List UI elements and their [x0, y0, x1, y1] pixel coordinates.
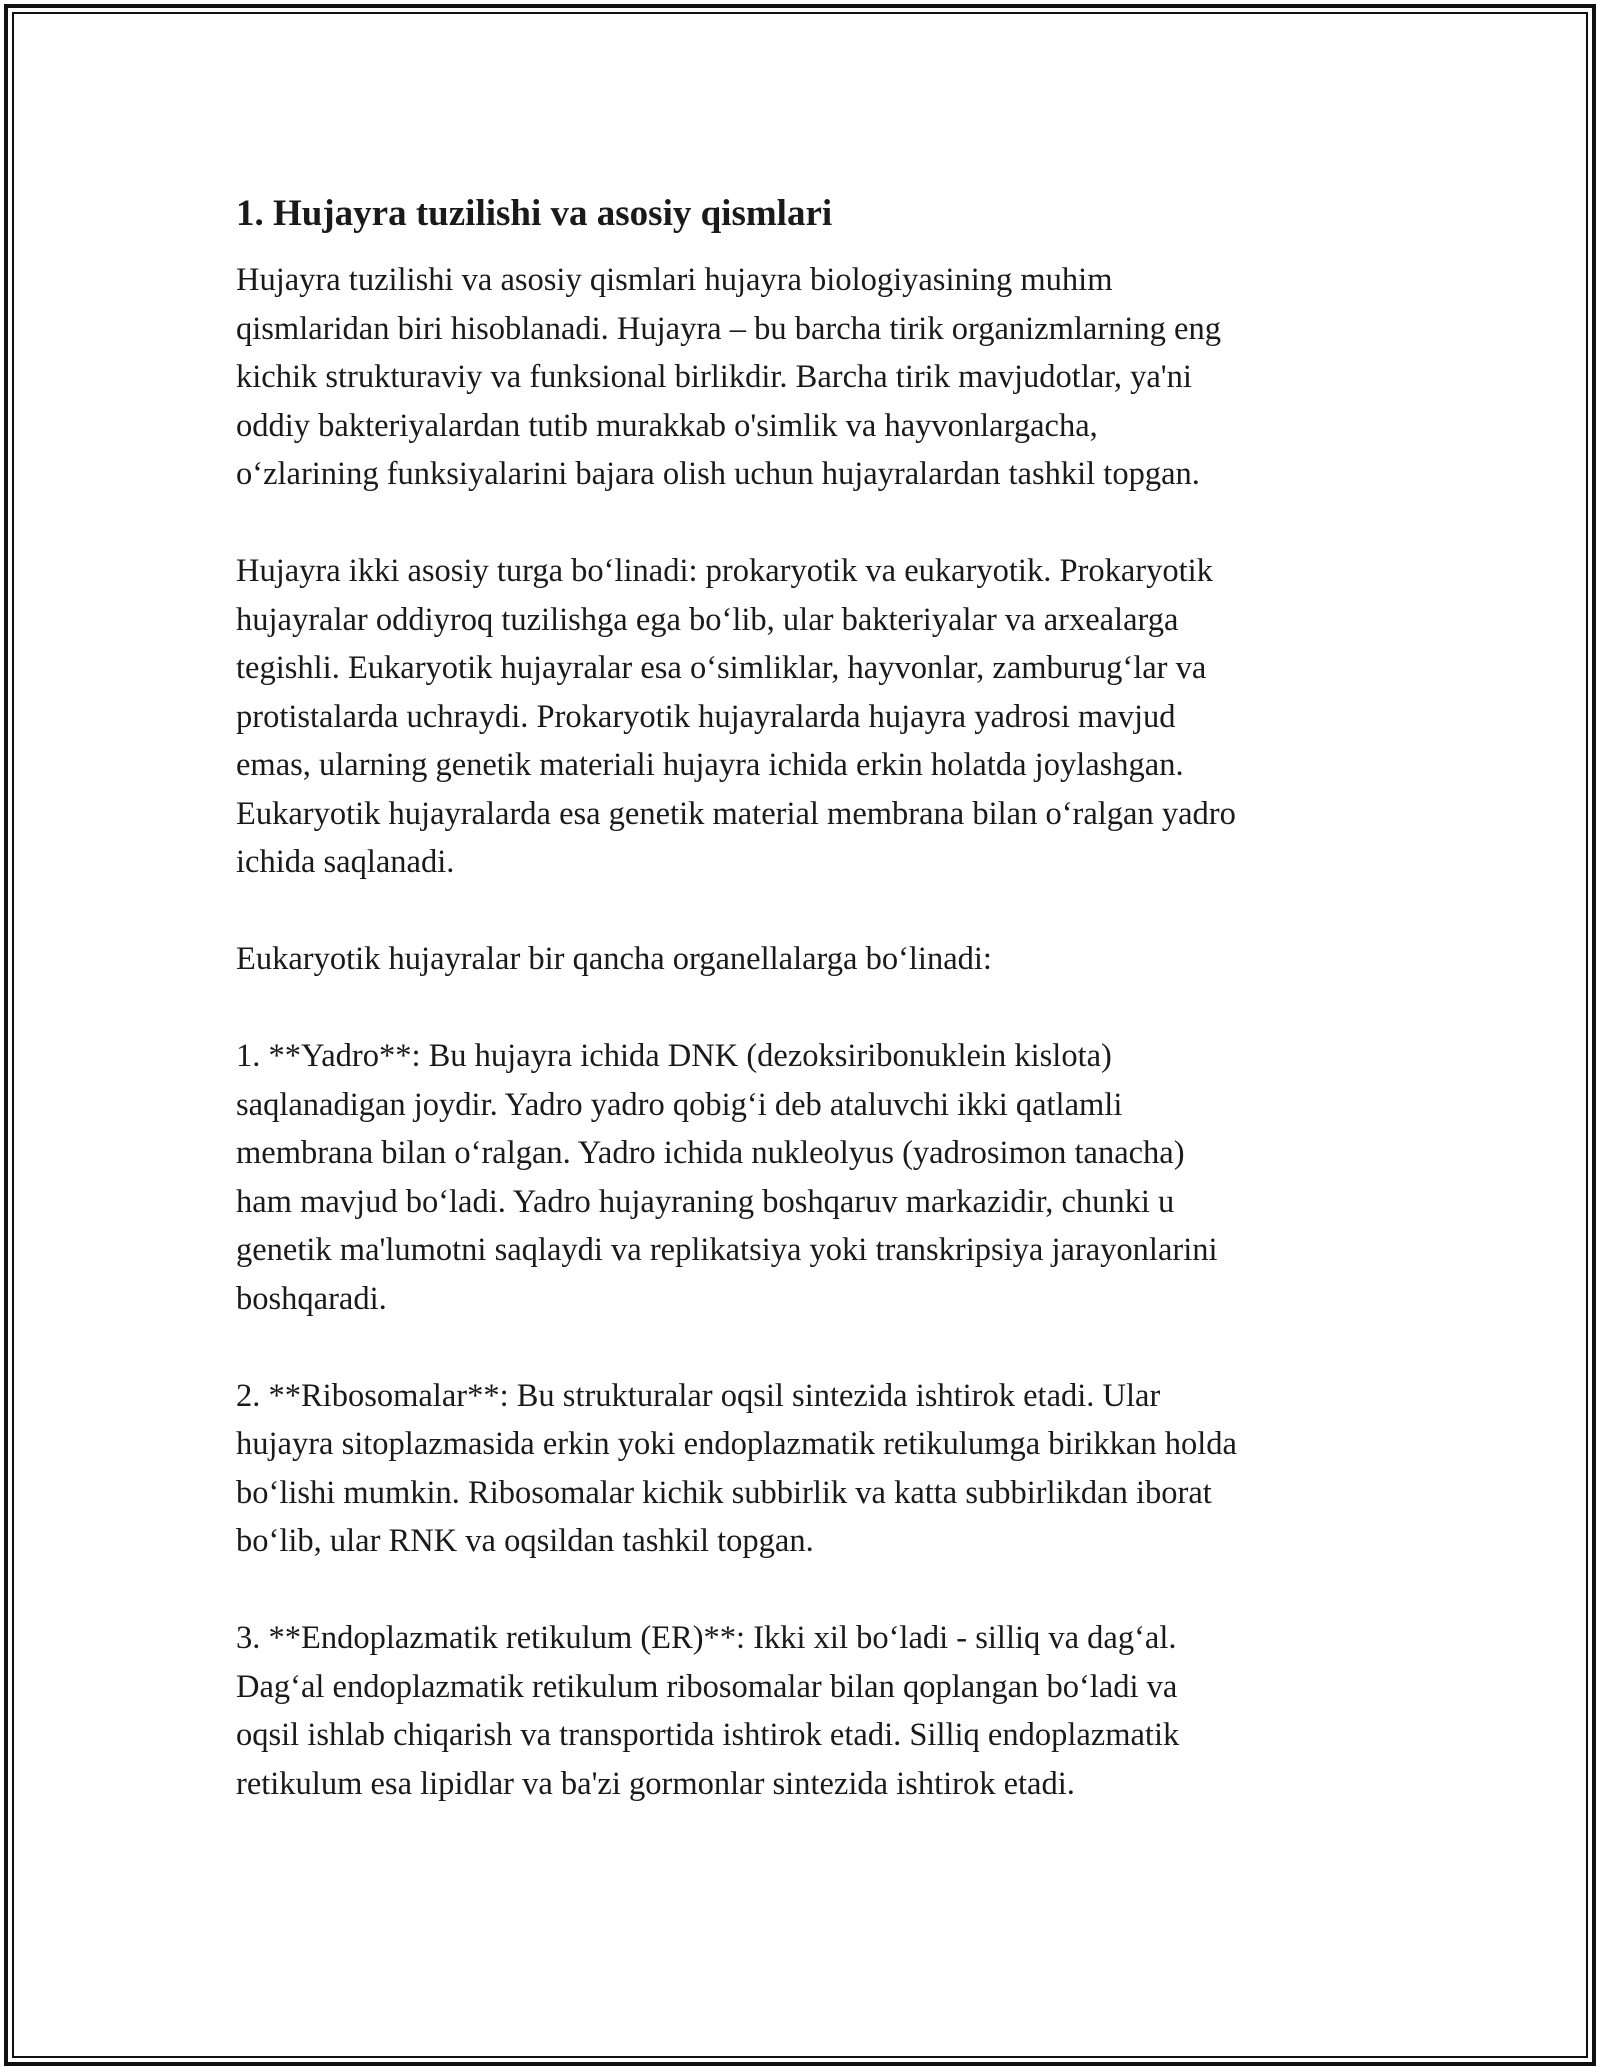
- cell-types-paragraph: Hujayra ikki asosiy turga bo‘linadi: prokaryotik va eukaryotik. Prokaryotik hujayralar oddiyroq tuzilishga ega bo‘lib, ular bakteriyalar va arxealarga tegishli. Eukaryotik hujayralar esa o‘simliklar, hayvonlar, zamburug‘lar va protistalarda uchraydi. Prokaryotik hujayralarda hujayra yadrosi mavjud emas, ularning genetik materiali hujayra ichida erkin holatda joylashgan. Eukaryotik hujayralarda esa genetik material membrana bilan o‘ralgan yadro ichida saqlanadi.: [236, 553, 1236, 880]
- list-item-endoplasmic-reticulum: 3. **Endoplazmatik retikulum (ER)**: Ikki xil bo‘ladi - silliq va dag‘al. Dag‘al endoplazmatik retikulum ribosomalar bilan qoplangan bo‘ladi va oqsil ishlab chiqarish va transportida ishtirok etadi. Silliq endoplazmatik retikulum esa lipidlar va ba'zi gormonlar sintezida ishtirok etadi.: [236, 1620, 1180, 1802]
- organelles-intro-paragraph: Eukaryotik hujayralar bir qancha organellalarga bo‘linadi:: [236, 941, 992, 977]
- list-item-ribosomes: 2. **Ribosomalar**: Bu strukturalar oqsil sintezida ishtirok etadi. Ular hujayra sitoplazmasida erkin yoki endoplazmatik retikulumga birikkan holda bo‘lishi mumkin. Ribosomalar kichik subbirlik va katta subbirlikdan iborat bo‘lib, ular RNK va oqsildan tashkil topgan.: [236, 1377, 1237, 1559]
- document-body: [236, 186, 1376, 1857]
- list-item-nucleus: 1. **Yadro**: Bu hujayra ichida DNK (dezoksiribonuklein kislota) saqlanadigan joydir. Yadro yadro qobig‘i deb ataluvchi ikki qatlamli membrana bilan o‘ralgan. Yadro ichida nukleolyus (yadrosimon tanacha) ham mavjud bo‘ladi. Yadro hujayraning boshqaruv markazidir, chunki u genetik ma'lumotni saqlaydi va replikatsiya yoki transkripsiya jarayonlarini boshqaradi.: [236, 1038, 1218, 1317]
- section-heading: 1. Hujayra tuzilishi va asosiy qismlari: [236, 193, 833, 234]
- intro-paragraph: Hujayra tuzilishi va asosiy qismlari hujayra biologiyasining muhim qismlaridan biri hisoblanadi. Hujayra – bu barcha tirik organizmlarning eng kichik strukturaviy va funksional birlikdir. Barcha tirik mavjudotlar, ya'ni oddiy bakteriyalardan tutib murakkab o'simlik va hayvonlargacha, o‘zlarining funksiyalarini bajara olish uchun hujayralardan tashkil topgan.: [236, 262, 1221, 492]
